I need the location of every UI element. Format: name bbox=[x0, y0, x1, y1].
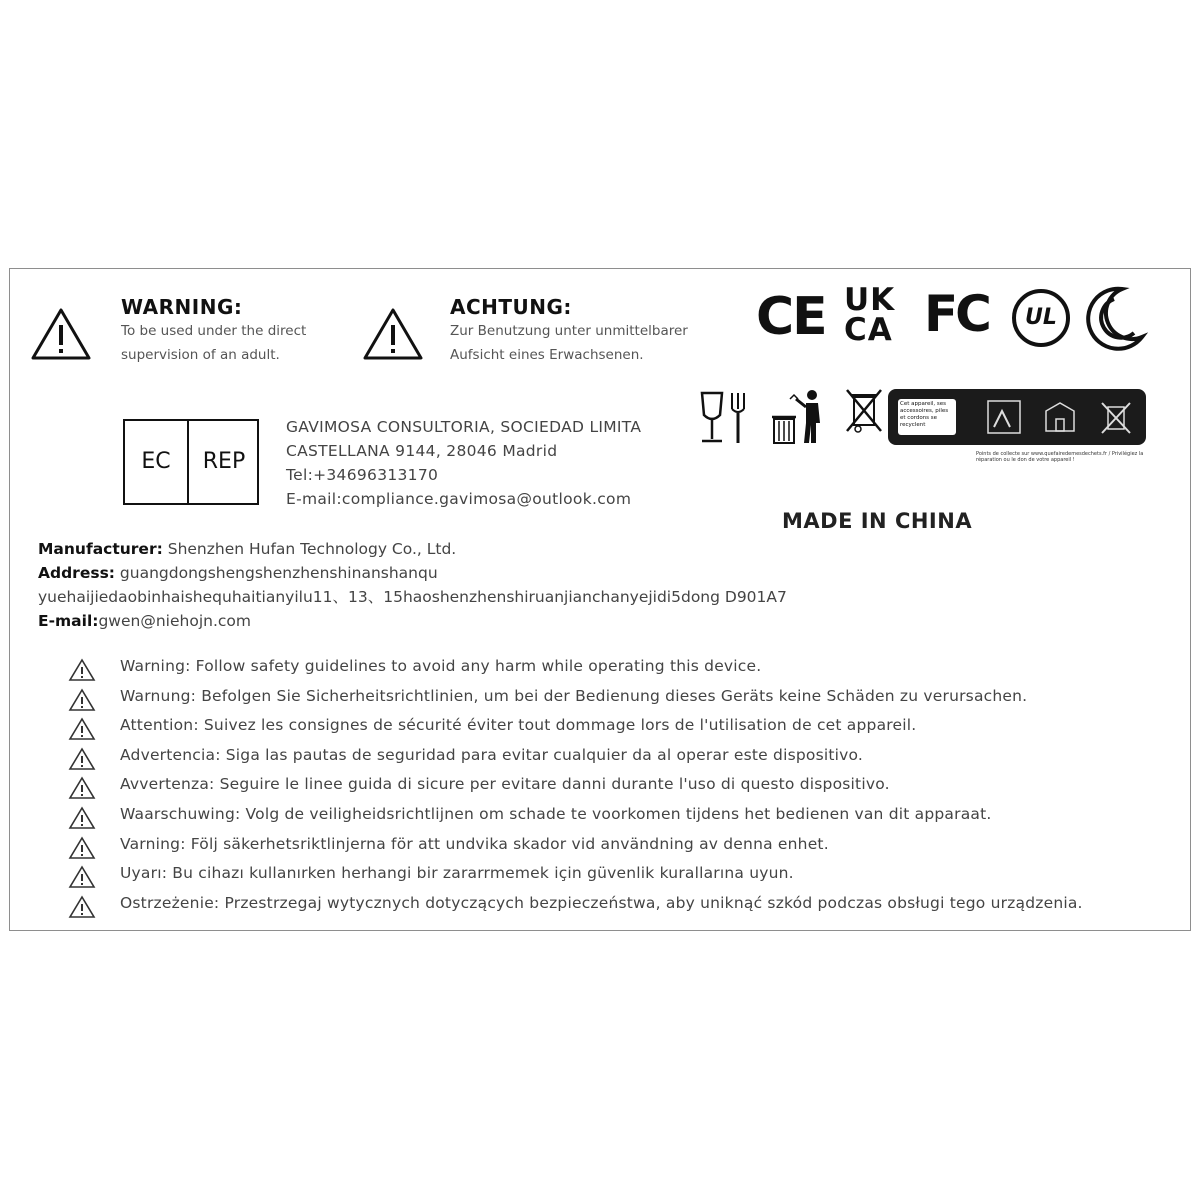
recycling-panel-text: Cet appareil, ses accessoires, piles et cordons se recyclent bbox=[898, 399, 956, 435]
eu-representative-info bbox=[286, 415, 641, 511]
achtung-line-2: Aufsicht eines Erwachsenen. bbox=[450, 347, 644, 363]
warning-line-1: To be used under the direct bbox=[121, 323, 307, 339]
weee-crossed-bin-icon bbox=[844, 387, 884, 435]
ukca-top: UK bbox=[844, 282, 896, 318]
warning-triangle-icon bbox=[68, 658, 96, 682]
achtung-line-1: Zur Benutzung unter unmittelbarer bbox=[450, 323, 688, 339]
address-line bbox=[38, 561, 787, 585]
food-safe-icon bbox=[696, 389, 754, 449]
ukca-mark bbox=[844, 282, 906, 348]
rep-name: GAVIMOSA CONSULTORIA, SOCIEDAD LIMITA bbox=[286, 418, 642, 436]
safety-warning-text: Advertencia: Siga las pautas de seguridad para evitar cualquier da al operar este dispositivo. bbox=[120, 745, 864, 764]
safety-warning-text: Avvertenza: Seguire le linee guida di sicure per evitare danni durante l'uso di questo dispositivo. bbox=[120, 775, 890, 794]
warning-line-2: supervision of an adult. bbox=[121, 347, 280, 363]
recycling-info-panel bbox=[888, 389, 1146, 445]
achtung-title: ACHTUNG: bbox=[450, 295, 572, 319]
achtung-text bbox=[450, 319, 688, 367]
moon-logo-icon bbox=[1084, 285, 1148, 351]
email-value: gwen@niehojn.com bbox=[98, 612, 251, 630]
warning-triangle-icon bbox=[68, 776, 96, 800]
safety-warning-text: Ostrzeżenie: Przestrzegaj wytycznych dotyczących bezpieczeństwa, aby uniknąć szkód podczas obsługi tego urządzenia. bbox=[120, 893, 1083, 912]
ec-rep-box bbox=[123, 419, 259, 505]
warning-triangle-icon bbox=[68, 865, 96, 889]
manufacturer-label: Manufacturer: bbox=[38, 540, 163, 558]
address-value-2: yuehaijiedaobinhaishequhaitianyilu11、13、15haoshenzhenshiruanjianchanyejidi5dong D901A7 bbox=[38, 588, 787, 606]
warning-triangle-icon bbox=[68, 836, 96, 860]
fcc-mark: FC bbox=[924, 285, 989, 343]
safety-warning-text: Warning: Follow safety guidelines to avoid any harm while operating this device. bbox=[120, 657, 762, 675]
manufacturer-line bbox=[38, 537, 787, 561]
crossed-bin-icon bbox=[1096, 397, 1136, 437]
manufacturer-value: Shenzhen Hufan Technology Co., Ltd. bbox=[162, 540, 457, 558]
warning-text bbox=[121, 319, 306, 367]
safety-warning-text: Attention: Suivez les consignes de sécurité éviter tout dommage lors de l'utilisation de cet appareil. bbox=[120, 716, 917, 735]
rep-email: E-mail:compliance.gavimosa@outlook.com bbox=[286, 490, 632, 508]
safety-warning-text: Uyarı: Bu cihazı kullanırken herhangi bir zararrmemek için güvenlik kurallarına uyun. bbox=[120, 864, 794, 883]
address-label: Address: bbox=[38, 564, 115, 582]
safety-warning-text: Warnung: Befolgen Sie Sicherheitsrichtlinien, um bei der Bedienung dieses Geräts keine Schäden zu verursachen. bbox=[120, 686, 1028, 705]
warning-triangle-icon bbox=[362, 307, 424, 361]
email-line bbox=[38, 609, 787, 633]
warning-title: WARNING: bbox=[121, 295, 243, 319]
safety-warning-text: Varning: Följ säkerhetsriktlinjerna för att undvika skador vid användning av denna enhet. bbox=[120, 834, 829, 853]
ce-mark: CE bbox=[756, 287, 826, 347]
warning-triangle-icon bbox=[68, 806, 96, 830]
safety-warning-text: Waarschuwing: Volg de veiligheidsrichtlijnen om schade te voorkomen tijdens het bedienen van dit apparaat. bbox=[120, 804, 992, 823]
address-value-1: guangdongshengshenzhenshinanshanqu bbox=[115, 564, 438, 582]
warning-triangle-icon bbox=[68, 747, 96, 771]
ukca-bottom: CA bbox=[844, 312, 893, 348]
collection-point-icon bbox=[984, 397, 1024, 437]
rep-address: CASTELLANA 9144, 28046 Madrid bbox=[286, 442, 558, 460]
waste-bin-person-icon bbox=[768, 387, 828, 447]
ul-mark: UL bbox=[1012, 289, 1070, 347]
warning-triangle-icon bbox=[68, 895, 96, 919]
ec-label: EC bbox=[141, 449, 171, 474]
made-in-label: MADE IN CHINA bbox=[782, 509, 973, 533]
warning-triangle-icon bbox=[30, 307, 92, 361]
warning-triangle-icon bbox=[68, 688, 96, 712]
compliance-label bbox=[9, 268, 1191, 931]
store-icon bbox=[1040, 397, 1080, 437]
email-label: E-mail: bbox=[38, 612, 99, 630]
manufacturer-info bbox=[38, 537, 787, 633]
warning-triangle-icon bbox=[68, 717, 96, 741]
recycling-note: Points de collecte sur www.quefairedemesdechets.fr / Privilégiez la réparation ou le don de votre appareil ! bbox=[976, 451, 1144, 463]
rep-tel: Tel:+34696313170 bbox=[286, 466, 439, 484]
rep-label: REP bbox=[202, 449, 246, 474]
